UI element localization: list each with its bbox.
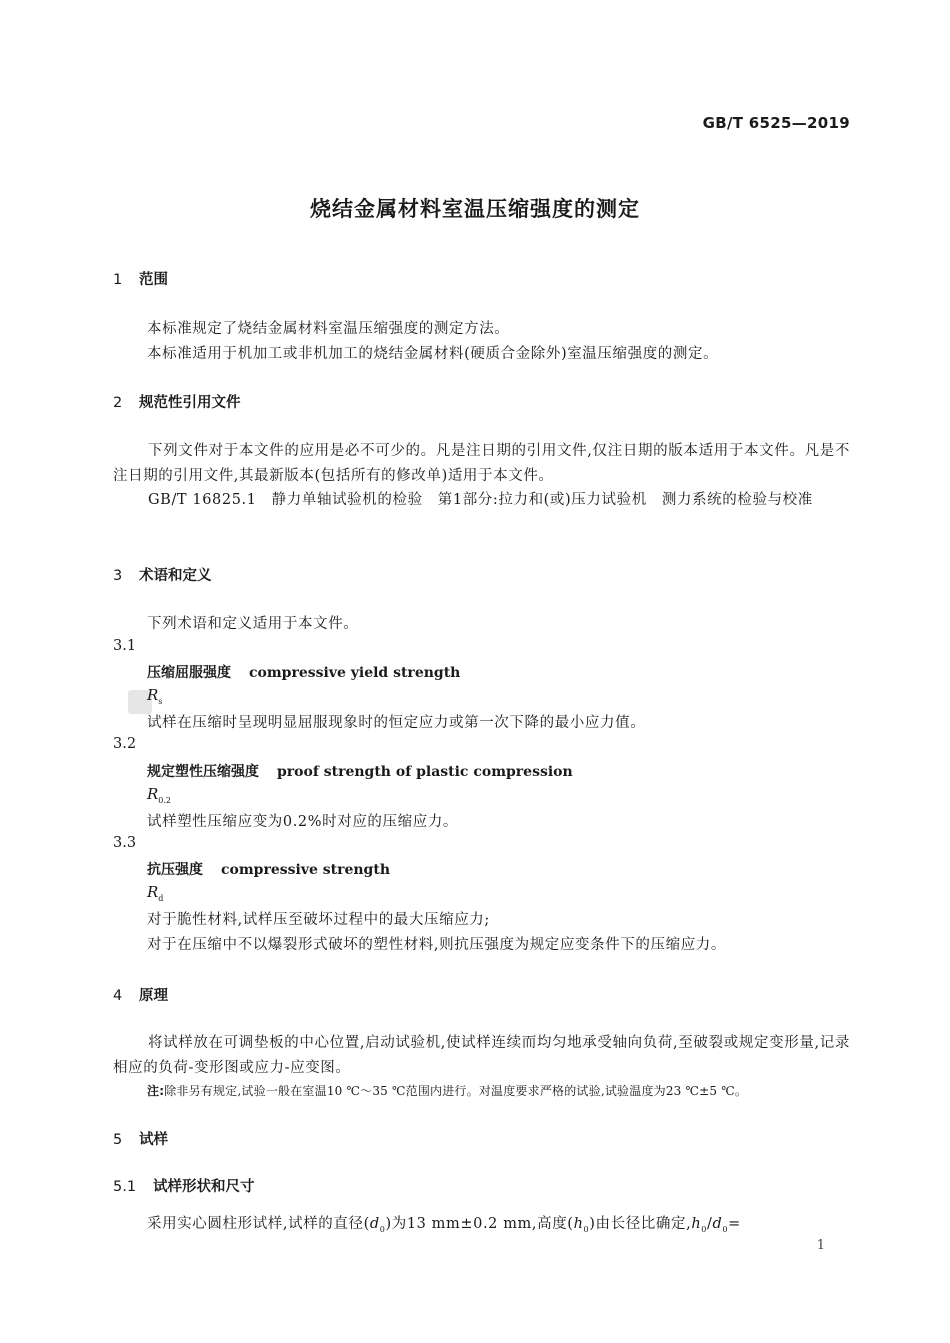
section-title: 范围 xyxy=(139,272,168,288)
term-en: compressive strength xyxy=(221,862,390,878)
term-definition: 试样在压缩时呈现明显屈服现象时的恒定应力或第一次下降的最小应力值。 xyxy=(147,715,646,731)
section-heading-5 xyxy=(113,1128,168,1149)
standard-number: GB/T 6525—2019 xyxy=(702,114,850,132)
term-en: proof strength of plastic compression xyxy=(277,764,573,780)
section-heading-1 xyxy=(113,268,168,289)
term-symbol: $R_d$ xyxy=(147,883,164,903)
section-heading-2 xyxy=(113,391,241,412)
paragraph: 下列术语和定义适用于本文件。 xyxy=(147,616,359,632)
section-title: 原理 xyxy=(139,988,168,1004)
section-title: 试样 xyxy=(139,1132,168,1148)
term-entry xyxy=(147,859,390,879)
reference-entry: GB/T 16825.1 静力单轴试验机的检验 第1部分:拉力和(或)压力试验机 测力系统的检验与校准 xyxy=(148,492,813,508)
document-title: 烧结金属材料室温压缩强度的测定 xyxy=(310,197,640,221)
note-label: 注: xyxy=(147,1084,165,1098)
section-number: 4 xyxy=(113,988,123,1004)
paragraph: 本标准规定了烧结金属材料室温压缩强度的测定方法。 xyxy=(147,321,510,337)
section-number: 5 xyxy=(113,1132,123,1148)
note-text: 除非另有规定,试验一般在室温10 ℃～35 ℃范围内进行。对温度要求严格的试验,试验温度为23 ℃±5 ℃。 xyxy=(164,1084,748,1098)
paragraph: 将试样放在可调垫板的中心位置,启动试验机,使试样连续而均匀地承受轴向负荷,至破裂或规定变形量,记录相应的负荷-变形图或应力-应变图。 xyxy=(113,1035,850,1076)
term-zh: 规定塑性压缩强度 xyxy=(147,764,259,780)
term-zh: 压缩屈服强度 xyxy=(147,665,231,681)
section-number: 2 xyxy=(113,395,123,411)
paragraph: 下列文件对于本文件的应用是必不可少的。凡是注日期的引用文件,仅注日期的版本适用于本文件。凡是不注日期的引用文件,其最新版本(包括所有的修改单)适用于本文件。 xyxy=(113,443,850,484)
section-heading-3 xyxy=(113,564,212,585)
section-number: 1 xyxy=(113,272,123,288)
paragraph: 采用实心圆柱形试样,试样的直径$(d_0)$为13 mm±0.2 mm,高度$(h_0)$由长径比确定$,h_0/d_0=$ xyxy=(147,1216,741,1234)
term-en: compressive yield strength xyxy=(249,665,461,681)
paragraph: 本标准适用于机加工或非机加工的烧结金属材料(硬质合金除外)室温压缩强度的测定。 xyxy=(147,346,719,362)
section-number: 3 xyxy=(113,568,123,584)
term-definition: 对于脆性材料,试样压至破坏过程中的最大压缩应力; xyxy=(147,912,490,928)
term-zh: 抗压强度 xyxy=(147,862,203,878)
section-heading-4 xyxy=(113,984,168,1005)
section-title: 规范性引用文件 xyxy=(139,395,241,411)
term-definition: 试样塑性压缩应变为0.2%时对应的压缩应力。 xyxy=(147,814,459,830)
section-heading-5-1 xyxy=(113,1175,255,1196)
clause-number: 3.3 xyxy=(113,835,137,851)
term-symbol: $R_{0.2}$ xyxy=(147,785,172,805)
note xyxy=(147,1082,747,1099)
page-number: 1 xyxy=(816,1238,825,1253)
section-number: 5.1 xyxy=(113,1179,137,1195)
term-entry xyxy=(147,662,460,682)
section-title: 试样形状和尺寸 xyxy=(153,1179,255,1195)
clause-number: 3.1 xyxy=(113,638,137,654)
term-definition: 对于在压缩中不以爆裂形式破坏的塑性材料,则抗压强度为规定应变条件下的压缩应力。 xyxy=(147,937,727,953)
section-title: 术语和定义 xyxy=(139,568,212,584)
term-symbol: $R_s$ xyxy=(147,686,163,706)
term-entry xyxy=(147,761,573,781)
clause-number: 3.2 xyxy=(113,736,137,752)
